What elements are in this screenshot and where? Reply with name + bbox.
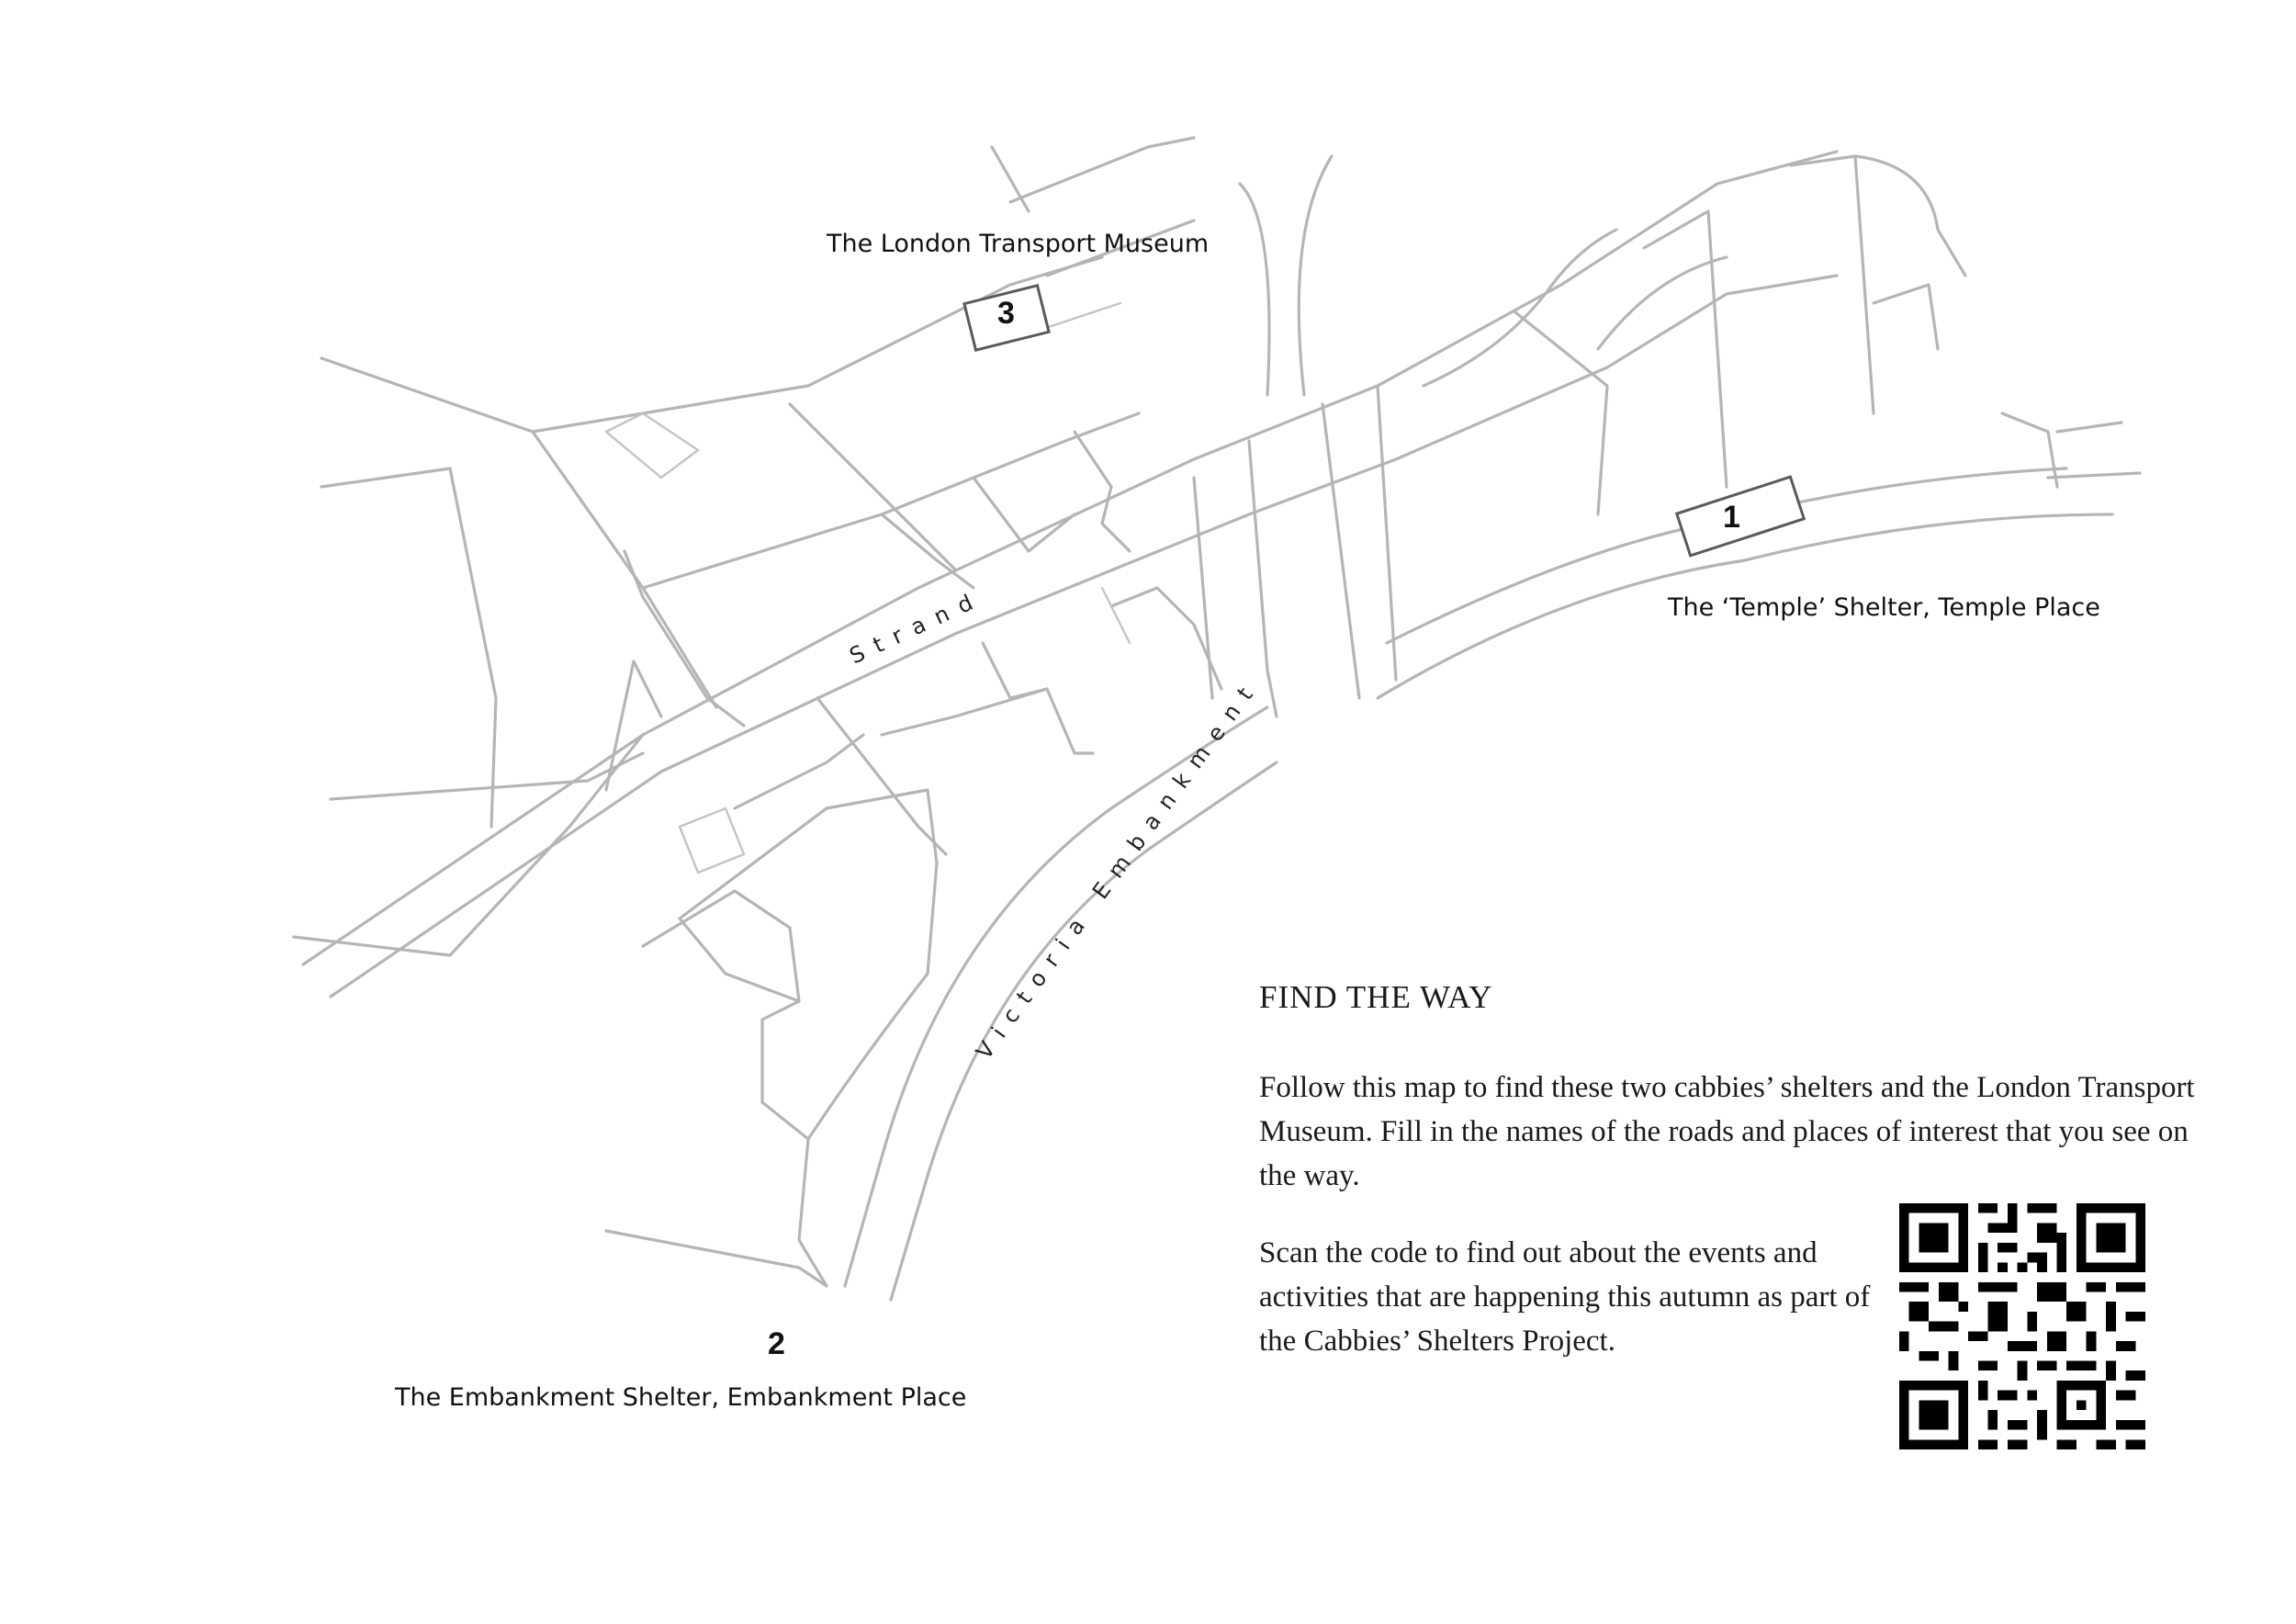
marker-number-3: 3 (997, 296, 1015, 331)
marker-number-2: 2 (768, 1326, 785, 1361)
scan-code-text: Scan the code to find out about the events and activities that are happening this autumn as part of the Cabbies’ Shelters Project. (1259, 1236, 1871, 1358)
label-embankment-shelter: The Embankment Shelter, Embankment Place (395, 1383, 967, 1412)
instructions-text: Follow this map to find these two cabbies’ shelters and the London Transport Museum. Fill in the names of the roads and places of interest that you see on the way. (1259, 1071, 2195, 1192)
label-london-transport-museum: The London Transport Museum (827, 230, 1210, 258)
label-temple-shelter: The ‘Temple’ Shelter, Temple Place (1668, 593, 2100, 622)
temple-shelter-marker-box (1677, 477, 1804, 556)
street-label-victoria-embankment: Victoria Embankment (971, 672, 1266, 1065)
street-label-strand: Strand (845, 584, 988, 670)
find-the-way-heading: FIND THE WAY (1259, 979, 1493, 1015)
qr-code-icon[interactable] (1899, 1203, 2145, 1449)
marker-number-1: 1 (1723, 500, 1740, 535)
